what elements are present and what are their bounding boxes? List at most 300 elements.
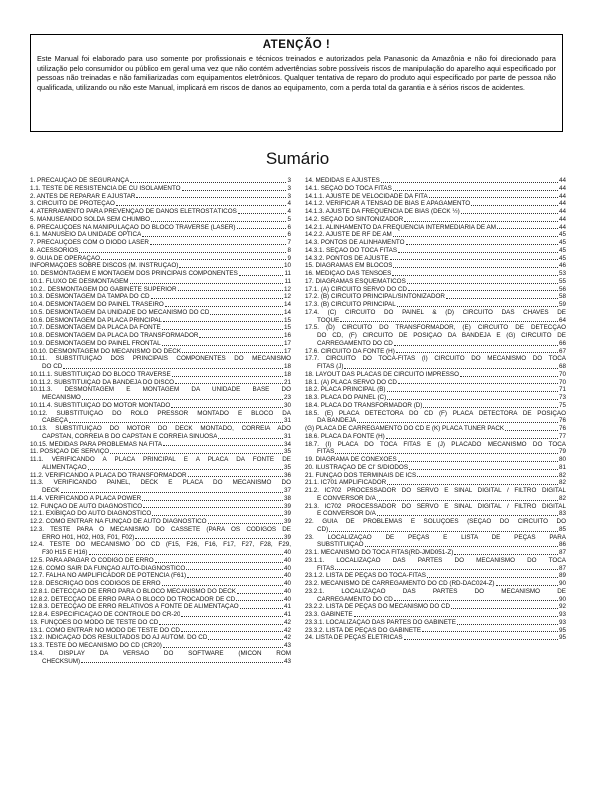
toc-entry[interactable] [305, 293, 566, 301]
toc-entry-page: 40 [283, 564, 291, 572]
leader-dots [454, 553, 558, 555]
leader-dots [344, 367, 558, 369]
toc-entry[interactable] [30, 627, 291, 635]
toc-entry-page: 82 [558, 494, 566, 502]
toc-entry-page: 9 [287, 254, 291, 262]
toc-entry[interactable] [30, 185, 291, 193]
toc-entry-page: 15 [283, 316, 291, 324]
leader-dots [163, 320, 283, 322]
leader-dots [406, 243, 558, 245]
toc-entry-title: 16. MEDIÇÃO DAS TENSÕES [305, 270, 392, 277]
toc-entry[interactable] [305, 262, 566, 270]
toc-entry-title: 21. FUNÇÃO DOS TERMINAIS DE ICS [305, 471, 417, 479]
toc-entry-title: ALIMENTAÇÃO [42, 463, 87, 471]
toc-entry-page: 64 [558, 316, 566, 324]
toc-entry-title: 12.4. TESTE DO MECANISMO DO CD (F15, F26, F16, F17, F27, F28, F29, [30, 541, 291, 549]
toc-entry-title: 23.3.2. LISTA DE PEÇAS DO GABINETE [305, 626, 422, 634]
toc-entry[interactable] [305, 224, 566, 232]
toc-entry[interactable] [305, 231, 566, 239]
toc-entry[interactable] [305, 456, 566, 464]
toc-entry-page: 12 [283, 285, 291, 293]
leader-dots [61, 491, 283, 493]
toc-entry-page: 95 [558, 634, 566, 642]
toc-entry-title: 14.1.1. AJUSTE DE VELOCIDADE DA FITA [305, 192, 428, 200]
toc-entry[interactable] [30, 193, 291, 201]
leader-dots [240, 607, 283, 609]
toc-entry-page: 8 [287, 246, 291, 254]
toc-entry-title: (G) PLACA DE CARREGAMENTO DO CD E (K) PLACA TUNER PACK [305, 425, 505, 432]
toc-entry[interactable] [30, 472, 291, 480]
toc-entry[interactable] [30, 200, 291, 208]
toc-entry[interactable] [30, 456, 291, 472]
toc-entry[interactable] [305, 534, 566, 550]
toc-entry-page: 42 [283, 634, 291, 642]
toc-entry[interactable] [30, 611, 291, 619]
toc-entry-title: 1. PRECAUÇÃO DE SEGURANÇA [30, 177, 130, 184]
toc-entry[interactable] [30, 596, 291, 604]
leader-dots [340, 320, 558, 322]
toc-entry-title: 11.4. VERIFICANDO A PLACA POWER [30, 494, 142, 502]
toc-entry[interactable] [30, 355, 291, 371]
leader-dots [163, 646, 283, 648]
toc-entry-page: 38 [283, 494, 291, 502]
toc-entry-title: CARREGAMENTO DO CD [317, 595, 393, 603]
toc-entry[interactable] [30, 231, 291, 239]
leader-dots [387, 390, 558, 392]
toc-entry[interactable] [30, 216, 291, 224]
toc-entry-title: 18.1. (A) PLACA SERVO DO CD [305, 378, 397, 386]
leader-dots [409, 468, 558, 470]
toc-entry-title: 15. DIAGRAMAS EM BLOCOS [305, 262, 393, 270]
toc-entry-page: 43 [283, 657, 291, 665]
toc-entry-page: 17 [283, 347, 291, 355]
toc-entry-title: 14.2.1. ALINHAMENTO DA FREQÜÊNCIA INTERMEDIÁRIA DE AM [305, 223, 496, 231]
toc-entry[interactable] [30, 286, 291, 294]
toc-entry[interactable] [30, 255, 291, 263]
leader-dots [159, 623, 283, 625]
toc-entry-title: 7. PRECAUÇÕES COM O DIODO LASER [30, 239, 149, 246]
toc-entry[interactable] [30, 425, 291, 441]
toc-entry-title: 14.2.2. AJUSTE DE RF DE AM [305, 231, 392, 239]
toc-entry[interactable] [30, 402, 291, 410]
toc-entry[interactable] [305, 441, 566, 457]
leader-dots [377, 499, 558, 501]
leader-dots [165, 305, 283, 307]
toc-right-column [305, 177, 566, 642]
leader-dots [398, 251, 558, 253]
leader-dots [404, 220, 558, 222]
toc-entry-title: F30 H15 E H16) [42, 549, 88, 556]
toc-entry-title: 12.7. FALHA NO AMPLIFICADOR DE POTÊNCIA (F61) [30, 572, 187, 580]
toc-entry-page: 45 [558, 239, 566, 246]
toc-entry[interactable] [305, 255, 566, 263]
toc-entry-page: 77 [558, 432, 566, 440]
toc-entry[interactable] [305, 177, 566, 185]
toc-entry[interactable] [305, 239, 566, 247]
toc-entry[interactable] [30, 580, 291, 588]
toc-entry-page: 44 [558, 192, 566, 200]
leader-dots [457, 623, 558, 625]
toc-entry[interactable] [305, 371, 566, 379]
toc-entry-title: 18.3. PLACA DO PAINEL (C) [305, 394, 387, 401]
toc-entry[interactable] [30, 317, 291, 325]
toc-entry[interactable] [305, 425, 566, 433]
leader-dots [427, 576, 558, 578]
toc-entry-title: DA BANDEJA [317, 417, 357, 425]
toc-entry-page: 12 [283, 293, 291, 301]
toc-left-column [30, 177, 291, 665]
toc-entry-page: 82 [558, 471, 566, 479]
toc-entry-title: E CONVERSOR D/A [317, 494, 376, 502]
leader-dots [162, 584, 283, 586]
toc-entry[interactable] [305, 394, 566, 402]
toc-entry-title: 17.1. (A) CIRCUITO SERVO DO CD [305, 285, 407, 293]
toc-entry[interactable] [30, 603, 291, 611]
toc-entry-title: 23.2. MECANISMO DE CARREGAMENTO DO CD (RD-DAC024-Z) [305, 580, 495, 587]
toc-entry[interactable] [305, 464, 566, 472]
toc-entry-title: CAPSTAN, CORREIA B DO CAPSTAN E CORREIA SINUOSA [42, 432, 218, 440]
toc-entry-title: 21.3. IC702 PROCESSADOR DO SERVO E SINAL DIGITAL / FILTRO DIGITAL [305, 502, 566, 510]
toc-entry-title: 21.1. IC701 AMPLIFICADOR [305, 479, 387, 487]
toc-entry-page: 83 [558, 510, 566, 518]
toc-entry[interactable] [30, 541, 291, 557]
warning-title: ATENÇÃO ! [262, 39, 331, 51]
toc-entry-page: 41 [283, 611, 291, 618]
toc-entry-page: 58 [558, 293, 566, 301]
toc-entry[interactable] [305, 216, 566, 224]
toc-entry-title: 10.11.4. SUBSTITUIÇÃO DO MOTOR MONTADO [30, 401, 171, 409]
toc-entry[interactable] [305, 433, 566, 441]
toc-entry-title: 11.3. VERIFICANDO PAINEL, DECK E PLACA DO MECANISMO DO [30, 479, 291, 487]
toc-entry[interactable] [305, 549, 566, 557]
toc-entry-page: 23 [283, 394, 291, 401]
toc-entry[interactable] [30, 526, 291, 542]
toc-entry-title: 3. CIRCUITO DE PROTEÇÃO [30, 200, 115, 208]
toc-entry-title: CHECKSUM) [42, 657, 81, 665]
toc-entry-title: 10.9. DESMONTAGEM DO PAINEL FRONTAL [30, 339, 161, 347]
toc-entry-page: 68 [558, 363, 566, 370]
toc-entry[interactable] [305, 557, 566, 573]
toc-entry[interactable] [30, 650, 291, 666]
toc-entry-page: 93 [558, 611, 566, 618]
toc-entry[interactable] [30, 441, 291, 449]
toc-entry-page: 56 [558, 285, 566, 293]
toc-entry[interactable] [305, 348, 566, 356]
toc-entry-page: 18 [283, 370, 291, 378]
leader-dots [390, 258, 558, 260]
toc-entry-title: 10.12. SUBSTITUIÇÃO DO ROLO PRESSOR MONTADO E BLOCO DA [30, 409, 291, 417]
toc-entry-page: 85 [558, 525, 566, 533]
toc-entry-title: 10.5. DESMONTAGEM DA UNIDADE DO MECANISMO DO CD [30, 308, 210, 316]
toc-entry[interactable] [305, 603, 566, 611]
toc-entry-title: ERRO H01, H02, H03, F01, F02) [42, 533, 135, 541]
toc-entry-title: 2. ANTES DE REPARAR E AJUSTAR [30, 192, 136, 200]
toc-entry-title: 10.11. SUBSTITUIÇÃO DOS PRINCIPAIS COMPONENTES DO MECANISMO [30, 355, 291, 363]
toc-entry[interactable] [305, 580, 566, 588]
leader-dots [461, 212, 558, 214]
toc-entry-page: 39 [283, 510, 291, 518]
leader-dots [178, 289, 283, 291]
toc-entry-title: 6.1. MANUSEIO DA UNIDADE ÓPTICA [30, 231, 142, 239]
toc-entry[interactable] [30, 247, 291, 255]
leader-dots [238, 212, 287, 214]
toc-entry-page: 6 [287, 223, 291, 231]
toc-entry-page: 31 [283, 432, 291, 440]
toc-entry-title: 10.3. DESMONTAGEM DA TAMPA DO CD [30, 293, 150, 301]
toc-entry[interactable] [305, 518, 566, 534]
toc-entry-title: 18.4. PLACA DO TRANSFORMADOR (D) [305, 401, 423, 409]
toc-entry-title: 13.3. TESTE DO MECANISMO DO CD (CR20) [30, 642, 162, 649]
toc-entry-page: 37 [283, 487, 291, 494]
toc-entry-title: CARREGAMENTO DO CD [317, 339, 393, 347]
toc-entry-title: 10.4. DESMONTAGEM DO PAINEL TRASEIRO [30, 301, 164, 308]
leader-dots [505, 429, 558, 431]
toc-entry-page: 44 [558, 215, 566, 223]
toc-entry[interactable] [305, 386, 566, 394]
toc-entry-title: E CONVERSOR D/A [317, 510, 376, 518]
toc-entry[interactable] [305, 301, 566, 309]
leader-dots [163, 444, 283, 446]
toc-entry[interactable] [305, 309, 566, 325]
toc-entry-page: 46 [558, 262, 566, 270]
toc-entry[interactable] [305, 200, 566, 208]
toc-entry[interactable] [30, 301, 291, 309]
toc-entry[interactable] [30, 619, 291, 627]
toc-entry-page: 21 [283, 378, 291, 386]
toc-entry-title: 1.1. TESTE DE RESISTÊNCIA DE CU ISOLAMENTO [30, 184, 181, 192]
leader-dots [88, 468, 283, 470]
toc-entry[interactable] [30, 293, 291, 301]
toc-entry[interactable] [30, 379, 291, 387]
toc-entry[interactable] [305, 193, 566, 201]
toc-entry[interactable] [305, 410, 566, 426]
toc-entry-page: 7 [287, 239, 291, 246]
toc-entry[interactable] [30, 565, 291, 573]
toc-entry-page: 42 [283, 626, 291, 634]
leader-dots [69, 421, 283, 423]
toc-entry[interactable] [305, 503, 566, 519]
toc-entry-page: 76 [558, 417, 566, 425]
toc-entry[interactable] [30, 278, 291, 286]
leader-dots [398, 460, 558, 462]
toc-entry-title: TOQUE [317, 316, 340, 324]
toc-entry[interactable] [305, 278, 566, 286]
toc-entry[interactable] [30, 340, 291, 348]
leader-dots [237, 592, 283, 594]
toc-entry-title: 18. LAYOUT DAS PLACAS DE CIRCUITO IMPRESSO [305, 370, 459, 378]
leader-dots [162, 344, 283, 346]
toc-entry-title: 10.2.. DESMONTAGEM DO GABINETE SUPERIOR [30, 285, 177, 293]
toc-entry-page: 31 [283, 417, 291, 425]
toc-title: Sumário [265, 149, 330, 168]
toc-entry-title: 12.1. EXIBIÇÃO DO AUTO DIAGNÓSTICO [30, 510, 152, 518]
leader-dots [130, 181, 286, 183]
toc-entry[interactable] [30, 371, 291, 379]
leader-dots [188, 475, 283, 477]
toc-entry[interactable] [30, 572, 291, 580]
toc-entry-title: 12.8.4. ESPECIFICAÇÃO DE CONTROLE DO CR-20 [30, 611, 181, 618]
toc-entry[interactable] [30, 224, 291, 232]
leader-dots [404, 638, 558, 640]
toc-entry-title: 23.1.1. LOCALIZAÇÃO DAS PARTES DO MECANISMO DO TOCA [305, 556, 566, 564]
toc-entry[interactable] [305, 619, 566, 627]
toc-entry[interactable] [30, 332, 291, 340]
toc-entry-title: 13.4. DISPLAY DA VERSÃO DO SOFTWARE (MICON ROM [30, 649, 291, 657]
leader-dots [408, 289, 558, 291]
toc-entry[interactable] [30, 270, 291, 278]
leader-dots [181, 630, 283, 632]
toc-entry[interactable] [30, 448, 291, 456]
toc-entry-title: 10. DESMONTAGEM E MONTAGEM DOS PRINCIPAIS COMPONENTES [30, 270, 238, 277]
leader-dots [393, 235, 558, 237]
toc-entry-page: 90 [558, 595, 566, 603]
toc-entry-title: 10.15. MEDIDAS PARA PROBLEMAS NA FITA [30, 440, 163, 448]
leader-dots [394, 344, 558, 346]
leader-dots [210, 313, 283, 315]
toc-entry-page: 76 [558, 425, 566, 432]
toc-entry[interactable] [30, 495, 291, 503]
toc-entry[interactable] [30, 518, 291, 526]
leader-dots [392, 274, 558, 276]
leader-dots [81, 661, 283, 663]
leader-dots [116, 204, 287, 206]
toc-entry[interactable] [305, 572, 566, 580]
toc-entry-page: 41 [283, 603, 291, 611]
toc-entry-page: 34 [283, 440, 291, 448]
toc-entry[interactable] [305, 286, 566, 294]
toc-entry-page: 75 [558, 401, 566, 409]
toc-entry-title: 10.13. SUBSTITUIÇÃO DO MOTOR DO DECK MONTADO, CORREIA ADO [30, 425, 291, 432]
toc-entry-page: 71 [558, 386, 566, 394]
toc-entry[interactable] [30, 324, 291, 332]
leader-dots [150, 243, 287, 245]
leader-dots [422, 630, 558, 632]
toc-entry-title: 5. MANUSEANDO SOLDA SEM CHUMBO [30, 215, 151, 223]
leader-dots [79, 251, 286, 253]
toc-entry[interactable] [305, 402, 566, 410]
toc-entry[interactable] [305, 270, 566, 278]
toc-entry[interactable] [305, 627, 566, 635]
leader-dots [397, 305, 558, 307]
toc-entry-page: 95 [558, 626, 566, 634]
toc-entry[interactable] [30, 208, 291, 216]
leader-dots [171, 406, 283, 408]
toc-entry-title: INFORMAÇÕES SOBRE DISCOS (M. INSTRUÇÃO) [30, 262, 179, 270]
toc-entry-title: 17.4. (C) CIRCUITO DO PAINEL & (D) CIRCUITO DAS CHAVES DE [305, 308, 566, 316]
toc-entry[interactable] [305, 185, 566, 193]
toc-entry-page: 43 [283, 642, 291, 649]
toc-entry[interactable] [305, 355, 566, 371]
toc-entry-title: 8. ACESSÓRIOS [30, 246, 79, 254]
toc-entry-page: 40 [283, 549, 291, 556]
toc-entry[interactable] [305, 472, 566, 480]
toc-entry-title: DECK [42, 487, 60, 494]
leader-dots [496, 584, 558, 586]
leader-dots [396, 351, 558, 353]
toc-entry[interactable] [30, 177, 291, 185]
toc-entry-title: 10.11.3. DESMONTAGEM E MONTAGEM DA UNIDADE BASE DO [30, 386, 291, 394]
leader-dots [335, 568, 558, 570]
toc-entry[interactable] [30, 557, 291, 565]
toc-entry-title: 11.1. VERIFICANDO A PLACA PRINCIPAL E A PLACA DA FONTE DE [30, 456, 291, 463]
toc-entry[interactable] [30, 386, 291, 402]
toc-entry-title: 10.1. FLUXO DE DESMONTAGEM [30, 277, 129, 285]
toc-entry-page: 15 [283, 324, 291, 332]
toc-entry-page: 70 [558, 378, 566, 386]
toc-entry[interactable] [305, 634, 566, 642]
toc-entry-page: 39 [283, 533, 291, 541]
toc-entry[interactable] [305, 588, 566, 604]
toc-entry[interactable] [305, 479, 566, 487]
toc-entry[interactable] [305, 611, 566, 619]
toc-entry[interactable] [30, 588, 291, 596]
toc-entry-page: 10 [283, 262, 291, 270]
toc-entry[interactable] [30, 262, 291, 270]
toc-entry[interactable] [30, 309, 291, 317]
toc-entry-title: 13. FUNÇÕES DO MODO DE TESTE DO CD [30, 618, 159, 626]
leader-dots [239, 274, 284, 276]
toc-entry-title: 14.3. PONTOS DE ALINHAMENTO [305, 239, 405, 246]
toc-entry[interactable] [305, 487, 566, 503]
leader-dots [186, 568, 283, 570]
leader-dots [423, 406, 558, 408]
toc-entry[interactable] [30, 239, 291, 247]
toc-entry-page: 92 [558, 603, 566, 611]
toc-entry-title: 10.7. DESMONTAGEM DA PLACA DA FONTE [30, 324, 161, 332]
toc-entry-page: 16 [283, 332, 291, 339]
toc-entry[interactable] [30, 503, 291, 511]
toc-entry[interactable] [305, 379, 566, 387]
toc-entry-title: SUBSTITUIÇÃO [317, 541, 364, 549]
toc-entry-page: 18 [283, 363, 291, 370]
toc-entry[interactable] [30, 642, 291, 650]
leader-dots [182, 351, 283, 353]
toc-entry[interactable] [30, 634, 291, 642]
toc-entry-title: 18.5. (E) PLACA DETECTORA DO CD (F) PLACA DETECTORA DE POSIÇÃO [305, 409, 566, 417]
toc-entry-page: 44 [558, 208, 566, 215]
toc-entry[interactable] [305, 324, 566, 347]
warning-box [30, 34, 563, 132]
leader-dots [460, 375, 558, 377]
toc-entry[interactable] [30, 479, 291, 495]
toc-entry-title: 23.2.2. LISTA DE PEÇAS DO MECANISMO DO CD [305, 603, 451, 611]
toc-entry-title: 13.2. INDICAÇÃO DOS RESULTADOS DO AJ AUTOM. DO CD [30, 634, 208, 642]
leader-dots [417, 475, 558, 477]
toc-entry[interactable] [305, 247, 566, 255]
toc-entry[interactable] [30, 348, 291, 356]
leader-dots [471, 204, 558, 206]
toc-entry-title: 14.1.3. AJUSTE DA FREQÜÊNCIA DE BIAS (DECK ½) [305, 208, 460, 215]
toc-entry-title: 17.2. (B) CIRCUITO PRINCIPAL/SINTONIZADOR [305, 293, 445, 301]
toc-entry-title: 12.8.1. DETECÇÃO DE ERRO PARA O BLOCO MECANISMO DO DECK [30, 587, 236, 595]
toc-entry[interactable] [30, 410, 291, 426]
leader-dots [218, 437, 283, 439]
toc-entry-title: 17. DIAGRAMAS ESQUEMÁTICOS [305, 277, 406, 285]
toc-entry[interactable] [305, 208, 566, 216]
leader-dots [130, 282, 284, 284]
toc-entry-page: 6 [287, 231, 291, 239]
toc-entry[interactable] [30, 510, 291, 518]
toc-entry-title: 12.8.2. DETECÇÃO DE ERRO PARA O BLOCO DO TROCADOR DE CD [30, 595, 236, 603]
leader-dots [398, 382, 558, 384]
toc-entry-page: 59 [558, 301, 566, 308]
toc-entry-title: 6. PRECAUÇÕES NA MANIPULAÇÃO DO BLOCO TRAVERSE (LASER) [30, 223, 236, 231]
toc-entry-page: 44 [558, 200, 566, 208]
toc-entry-page: 44 [558, 177, 566, 184]
toc-entry-title: 10.8. DESMONTAGEM DA PLACA DO TRANSFORMADOR [30, 332, 199, 339]
toc-entry-page: 40 [283, 587, 291, 595]
toc-entry-page: 14 [283, 301, 291, 308]
